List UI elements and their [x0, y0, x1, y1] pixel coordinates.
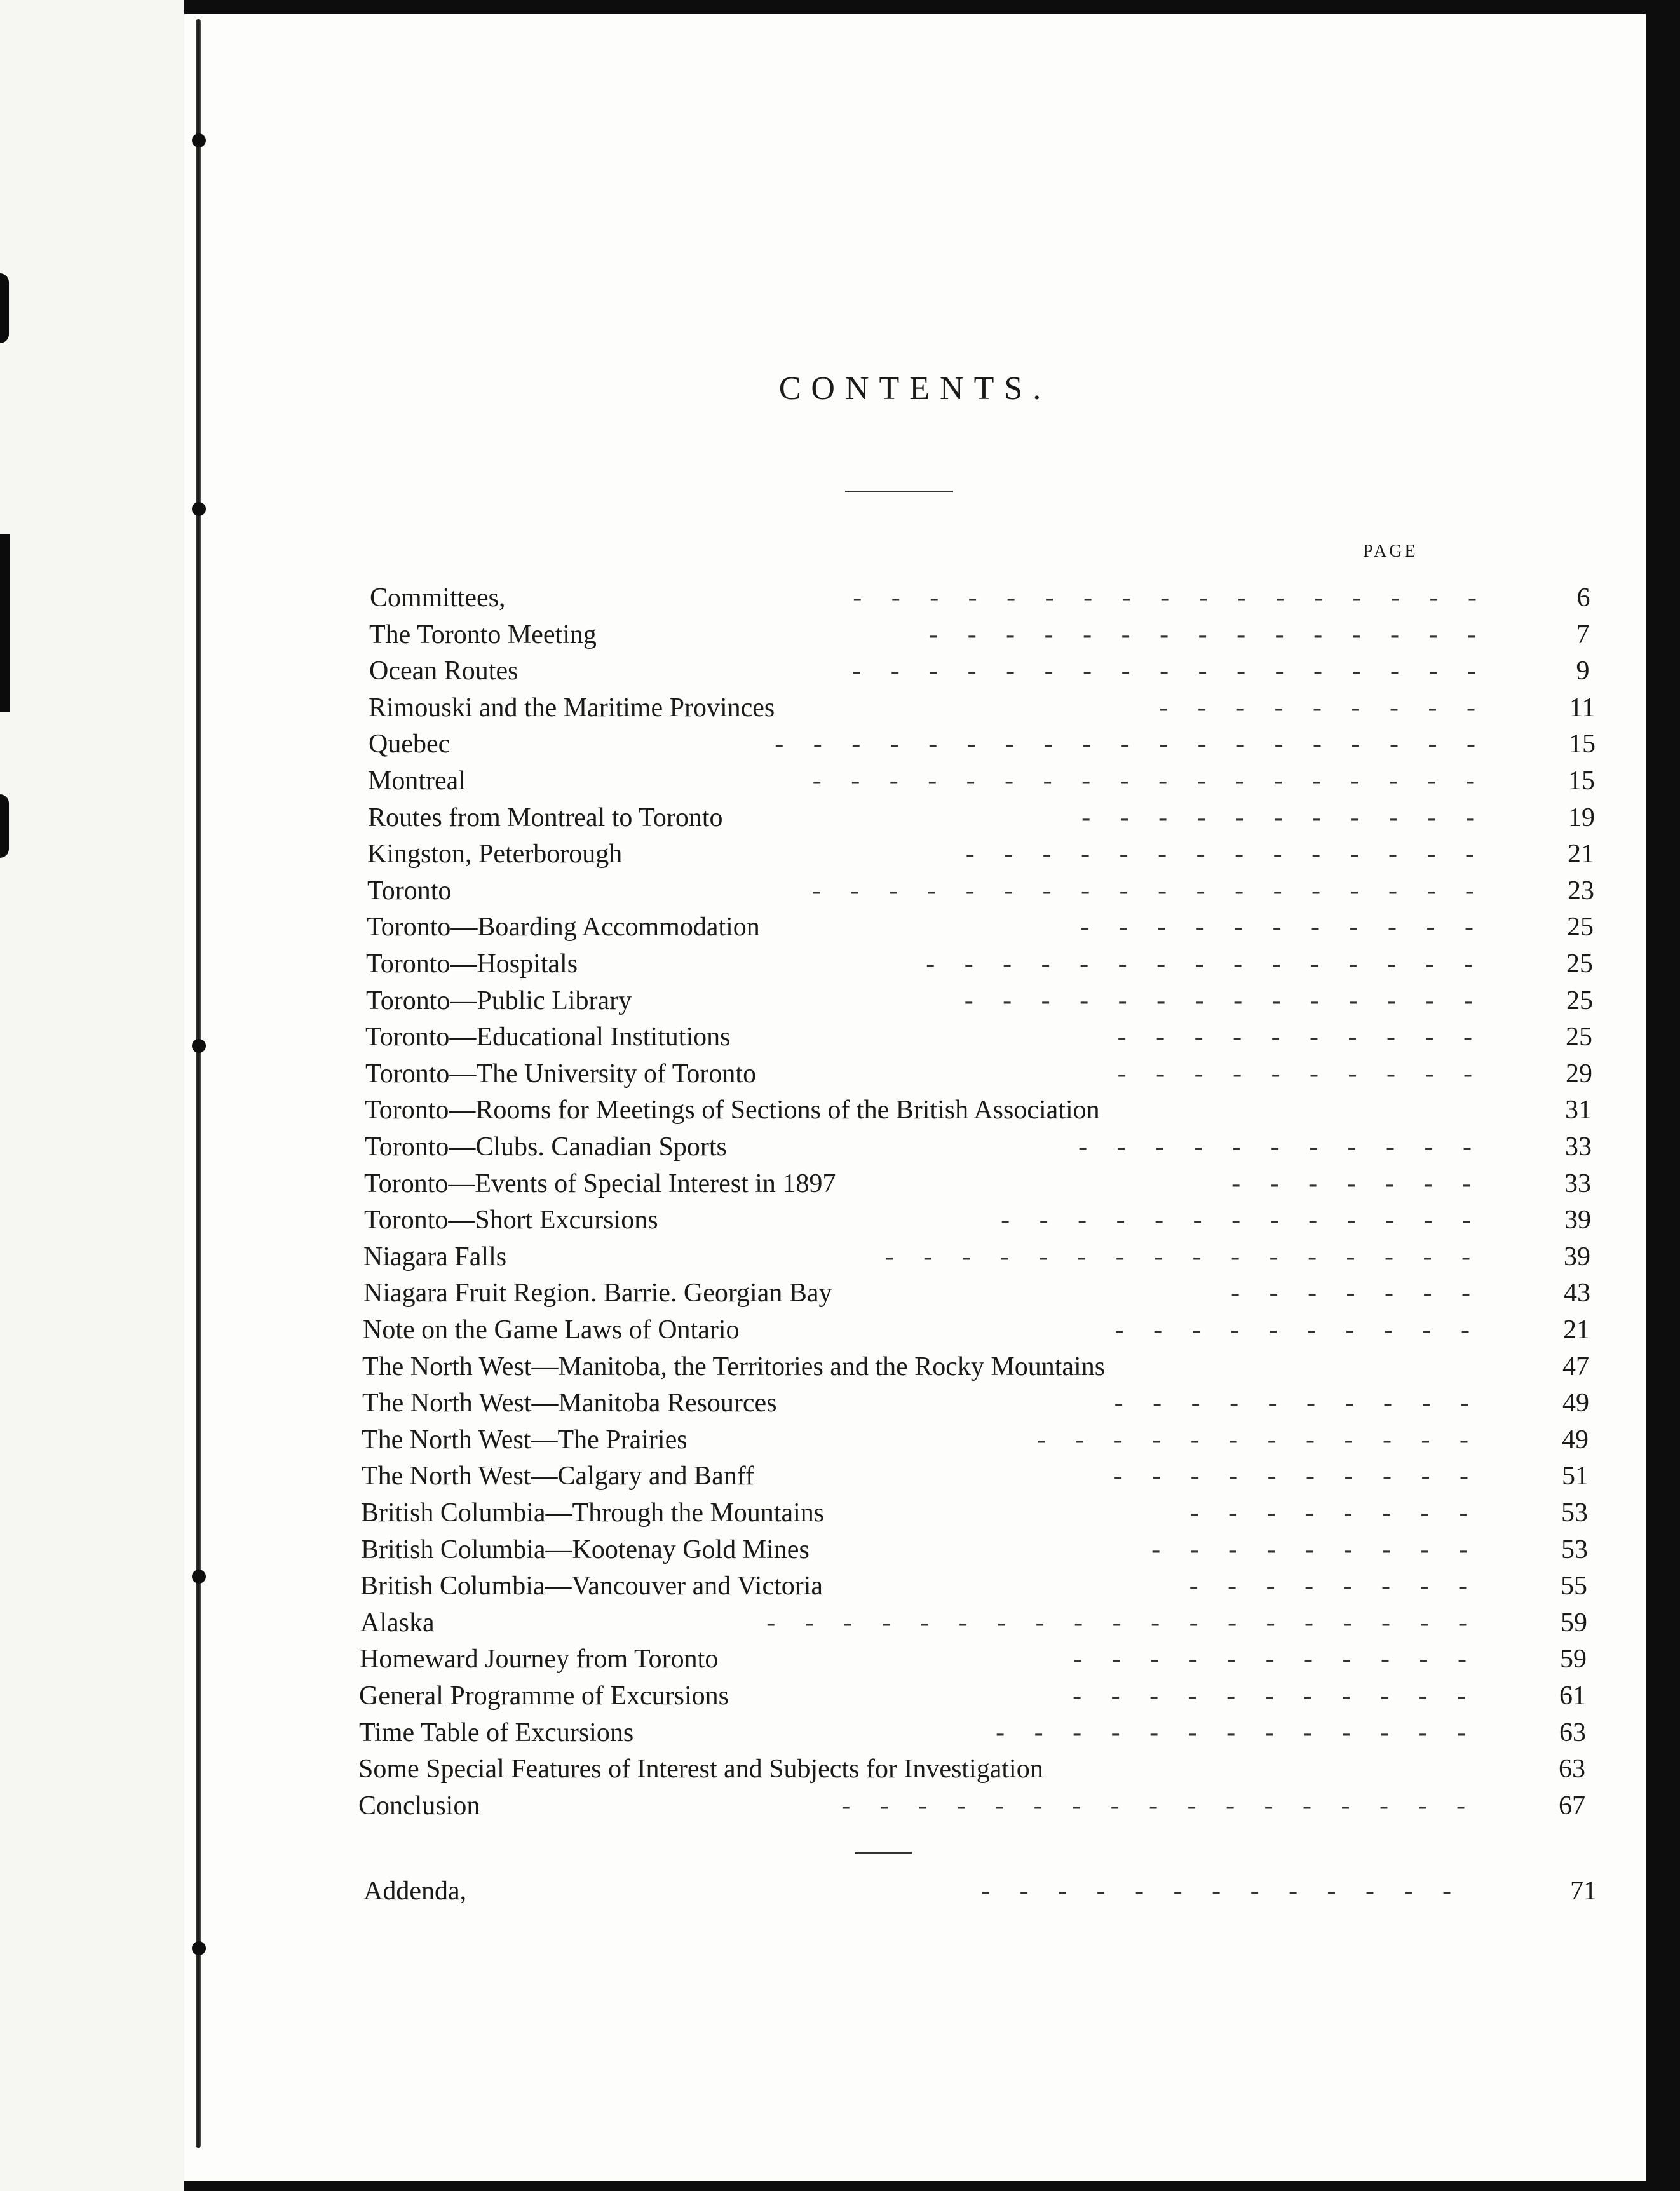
leader-dots: - - - - - - - - - - - - - - - - - - - — [775, 729, 1487, 759]
toc-entry-page: 15 — [1569, 729, 1595, 759]
stitch-mark — [192, 502, 206, 516]
toc-entry[interactable] — [365, 1019, 1611, 1055]
toc-entry-page: 61 — [1559, 1681, 1586, 1711]
toc-entry[interactable] — [367, 909, 1612, 946]
toc-entry[interactable] — [369, 689, 1614, 726]
toc-entry[interactable] — [365, 1092, 1610, 1129]
toc-entry-title: Montreal — [368, 766, 466, 796]
toc-entry-page: 71 — [1570, 1876, 1597, 1906]
toc-entry[interactable] — [365, 1129, 1610, 1165]
facing-page-edge — [0, 0, 184, 2191]
toc-entry-addenda[interactable] — [363, 1873, 1615, 1909]
stitch-mark — [192, 1570, 206, 1584]
toc-entry-title: The Toronto Meeting — [369, 620, 597, 649]
toc-entry-page: 43 — [1564, 1279, 1590, 1308]
leader-dots: - - - - - - - - - - - - - - - — [926, 949, 1484, 979]
toc-entry-page: 21 — [1563, 1315, 1590, 1345]
toc-entry-title: Toronto—Boarding Accommodation — [367, 912, 760, 942]
toc-entry-page: 53 — [1561, 1498, 1588, 1528]
toc-entry-page: 25 — [1566, 949, 1593, 979]
toc-entry-title: Toronto—Hospitals — [366, 949, 578, 979]
toc-entry-page: 21 — [1568, 839, 1594, 869]
toc-entry[interactable] — [370, 580, 1615, 616]
toc-entry[interactable] — [362, 1385, 1608, 1421]
toc-entry-title: Homeward Journey from Toronto — [360, 1645, 719, 1674]
leader-dots: - - - - - - - - - - — [1114, 1388, 1480, 1418]
toc-entry-title: Alaska — [360, 1608, 435, 1638]
stitch-mark — [192, 1941, 206, 1955]
toc-entry-title: Routes from Montreal to Toronto — [368, 803, 723, 832]
toc-entry-page: 49 — [1562, 1388, 1589, 1418]
page-title: CONTENTS. — [778, 370, 1052, 407]
toc-entry-title: General Programme of Excursions — [359, 1681, 729, 1711]
leader-dots: - - - - - - - - — [1189, 1498, 1479, 1528]
toc-entry-title: Committees, — [370, 583, 506, 613]
toc-entry-page: 33 — [1564, 1169, 1591, 1198]
toc-entry[interactable] — [363, 1312, 1608, 1348]
leader-dots: - - - - - - - - - - - - - — [1001, 1205, 1482, 1235]
leader-dots: - - - - - - - - - - - — [1081, 803, 1486, 832]
toc-entry-page: 63 — [1559, 1718, 1586, 1747]
toc-entry[interactable] — [367, 836, 1613, 872]
toc-entry-page: 31 — [1565, 1096, 1592, 1125]
toc-entry-page: 63 — [1559, 1754, 1585, 1784]
leader-dots: - - - - - - - - - - - - — [1036, 1425, 1480, 1455]
toc-entry-page: 25 — [1567, 912, 1594, 942]
edge-mark — [0, 273, 9, 343]
leader-dots: - - - - - - - — [1231, 1169, 1482, 1198]
toc-entry[interactable] — [360, 1568, 1606, 1604]
toc-entry-page: 25 — [1566, 1022, 1592, 1052]
leader-dots: - - - - - - - - - - - - - — [981, 1876, 1463, 1906]
toc-entry-title: Toronto—Rooms for Meetings of Sections of the British Association — [365, 1096, 1100, 1125]
edge-mark — [0, 534, 10, 712]
toc-entry-page: 15 — [1568, 766, 1595, 796]
toc-entry[interactable] — [363, 1238, 1609, 1275]
toc-entry[interactable] — [367, 872, 1613, 909]
toc-entry-title: Toronto—The University of Toronto — [365, 1059, 757, 1089]
leader-dots: - - - - - - - - - - - - - - - - - — [853, 583, 1488, 613]
toc-entry[interactable] — [361, 1495, 1606, 1531]
leader-dots: - - - - - - - - - - - - - - - - - — [852, 656, 1487, 686]
toc-entry-title: The North West—The Prairies — [362, 1425, 688, 1455]
toc-entry-title: Ocean Routes — [369, 656, 518, 686]
toc-entry-title: The North West—Manitoba Resources — [362, 1388, 777, 1418]
toc-entry-title: Niagara Falls — [363, 1242, 507, 1272]
toc-entry-title: British Columbia—Kootenay Gold Mines — [361, 1535, 810, 1564]
toc-entry-title: Addenda, — [363, 1876, 467, 1906]
leader-dots: - - - - - - - - - - — [1117, 1059, 1484, 1089]
toc-entry-page: 59 — [1560, 1645, 1587, 1674]
leader-dots: - - - - - - - - - - — [1114, 1315, 1481, 1345]
leader-dots: - - - - - - - - - - - — [1078, 1132, 1483, 1162]
toc-entry-page: 51 — [1562, 1462, 1589, 1491]
toc-entry-page: 9 — [1576, 656, 1590, 686]
toc-entry-title: Kingston, Peterborough — [367, 839, 623, 869]
toc-entry-title: The North West—Manitoba, the Territories and the Rocky Mountains — [362, 1352, 1106, 1381]
toc-entry-page: 29 — [1566, 1059, 1592, 1089]
toc-entry-title: Toronto—Public Library — [366, 986, 632, 1015]
toc-entry[interactable] — [363, 1275, 1609, 1312]
toc-entry[interactable] — [358, 1751, 1604, 1787]
toc-entry[interactable] — [366, 946, 1611, 982]
leader-dots: - - - - - - - - - — [1159, 693, 1487, 722]
toc-entry-title: British Columbia—Through the Mountains — [361, 1498, 825, 1528]
toc-entry[interactable] — [359, 1678, 1604, 1714]
leader-dots: - - - - - - - - - - - — [1073, 1645, 1478, 1674]
binding-thread — [196, 19, 201, 2148]
toc-entry[interactable] — [362, 1458, 1607, 1495]
toc-entry-page: 23 — [1568, 876, 1594, 906]
toc-entry[interactable] — [369, 653, 1615, 689]
toc-entry-page: 6 — [1576, 583, 1590, 613]
leader-dots: - - - - - - - - - - - — [1073, 1681, 1477, 1711]
toc-entry-page: 33 — [1565, 1132, 1592, 1162]
toc-entry[interactable] — [360, 1604, 1606, 1641]
toc-entry-title: Conclusion — [358, 1791, 480, 1821]
leader-dots: - - - - - - - - - - - - - - - - - - — [812, 766, 1486, 796]
toc-entry-page: 67 — [1559, 1791, 1585, 1821]
leader-dots: - - - - - - - - - - - - - - - - - - - — [766, 1608, 1479, 1638]
toc-entry-title: Niagara Fruit Region. Barrie. Georgian Bay — [363, 1279, 832, 1308]
toc-entry[interactable] — [361, 1531, 1606, 1568]
toc-entry[interactable] — [368, 763, 1613, 799]
toc-entry[interactable] — [368, 799, 1613, 836]
stitch-mark — [192, 1039, 206, 1053]
toc-entry-page: 11 — [1569, 693, 1595, 722]
leader-dots: - - - - - - - — [1231, 1279, 1482, 1308]
toc-entry-title: Toronto — [367, 876, 452, 906]
leader-dots: - - - - - - - - - - - - - - — [965, 839, 1486, 869]
toc-entry-page: 47 — [1562, 1352, 1589, 1381]
leader-dots: - - - - - - - - - - - - - - - - — [884, 1242, 1482, 1272]
toc-entry-title: Quebec — [369, 729, 450, 759]
leader-dots: - - - - - - - - — [1189, 1571, 1479, 1601]
leader-dots: - - - - - - - - - - — [1113, 1462, 1480, 1491]
toc-entry-title: Some Special Features of Interest and Subjects for Investigation — [358, 1754, 1043, 1784]
toc-entry-title: Note on the Game Laws of Ontario — [363, 1315, 740, 1345]
toc-entry-title: British Columbia—Vancouver and Victoria — [360, 1571, 823, 1601]
toc-entry[interactable] — [365, 1055, 1611, 1092]
toc-entry-page: 59 — [1561, 1608, 1587, 1638]
leader-dots: - - - - - - - - - - - - - - — [964, 986, 1484, 1015]
toc-entry[interactable] — [362, 1421, 1607, 1458]
page-column-label: PAGE — [1363, 541, 1418, 561]
toc-entry-title: The North West—Calgary and Banff — [362, 1462, 754, 1491]
toc-entry[interactable] — [369, 616, 1615, 653]
toc-entry[interactable] — [359, 1714, 1604, 1751]
toc-entry[interactable] — [358, 1787, 1604, 1824]
toc-entry-title: Toronto—Clubs. Canadian Sports — [365, 1132, 727, 1162]
toc-entry[interactable] — [362, 1348, 1608, 1385]
toc-entry-page: 39 — [1564, 1205, 1591, 1235]
leader-dots: - - - - - - - - - — [1151, 1535, 1479, 1564]
leader-dots: - - - - - - - - - - - - - — [996, 1718, 1477, 1747]
toc-entry[interactable] — [366, 982, 1611, 1019]
leader-dots: - - - - - - - - - - — [1117, 1022, 1484, 1052]
toc-entry-page: 7 — [1576, 620, 1590, 649]
section-rule — [855, 1852, 912, 1854]
toc-entry-page: 53 — [1561, 1535, 1588, 1564]
leader-dots: - - - - - - - - - - - - - - - — [929, 620, 1487, 649]
leader-dots: - - - - - - - - - - - - - - - - - - — [811, 876, 1486, 906]
leader-dots: - - - - - - - - - - - — [1080, 912, 1485, 942]
leader-dots: - - - - - - - - - - - - - - - - - — [841, 1791, 1477, 1821]
toc-entry-title: Toronto—Events of Special Interest in 1897 — [364, 1169, 836, 1198]
toc-entry-page: 25 — [1566, 986, 1593, 1015]
edge-mark — [0, 794, 9, 858]
toc-entry-page: 49 — [1562, 1425, 1589, 1455]
toc-entry[interactable] — [369, 726, 1614, 763]
toc-entry[interactable] — [364, 1165, 1609, 1202]
toc-entry-page: 55 — [1561, 1571, 1587, 1601]
toc-entry-title: Toronto—Short Excursions — [364, 1205, 658, 1235]
toc-entry-title: Rimouski and the Maritime Provinces — [369, 693, 775, 722]
toc-entry-title: Time Table of Excursions — [359, 1718, 634, 1747]
toc-entry[interactable] — [364, 1202, 1609, 1238]
title-rule — [845, 491, 953, 492]
toc-entry-title: Toronto—Educational Institutions — [365, 1022, 731, 1052]
toc-entry-page: 19 — [1568, 803, 1595, 832]
document-page — [184, 14, 1646, 2181]
toc-entry[interactable] — [360, 1641, 1605, 1678]
stitch-mark — [192, 133, 206, 147]
toc-entry-page: 39 — [1564, 1242, 1590, 1272]
